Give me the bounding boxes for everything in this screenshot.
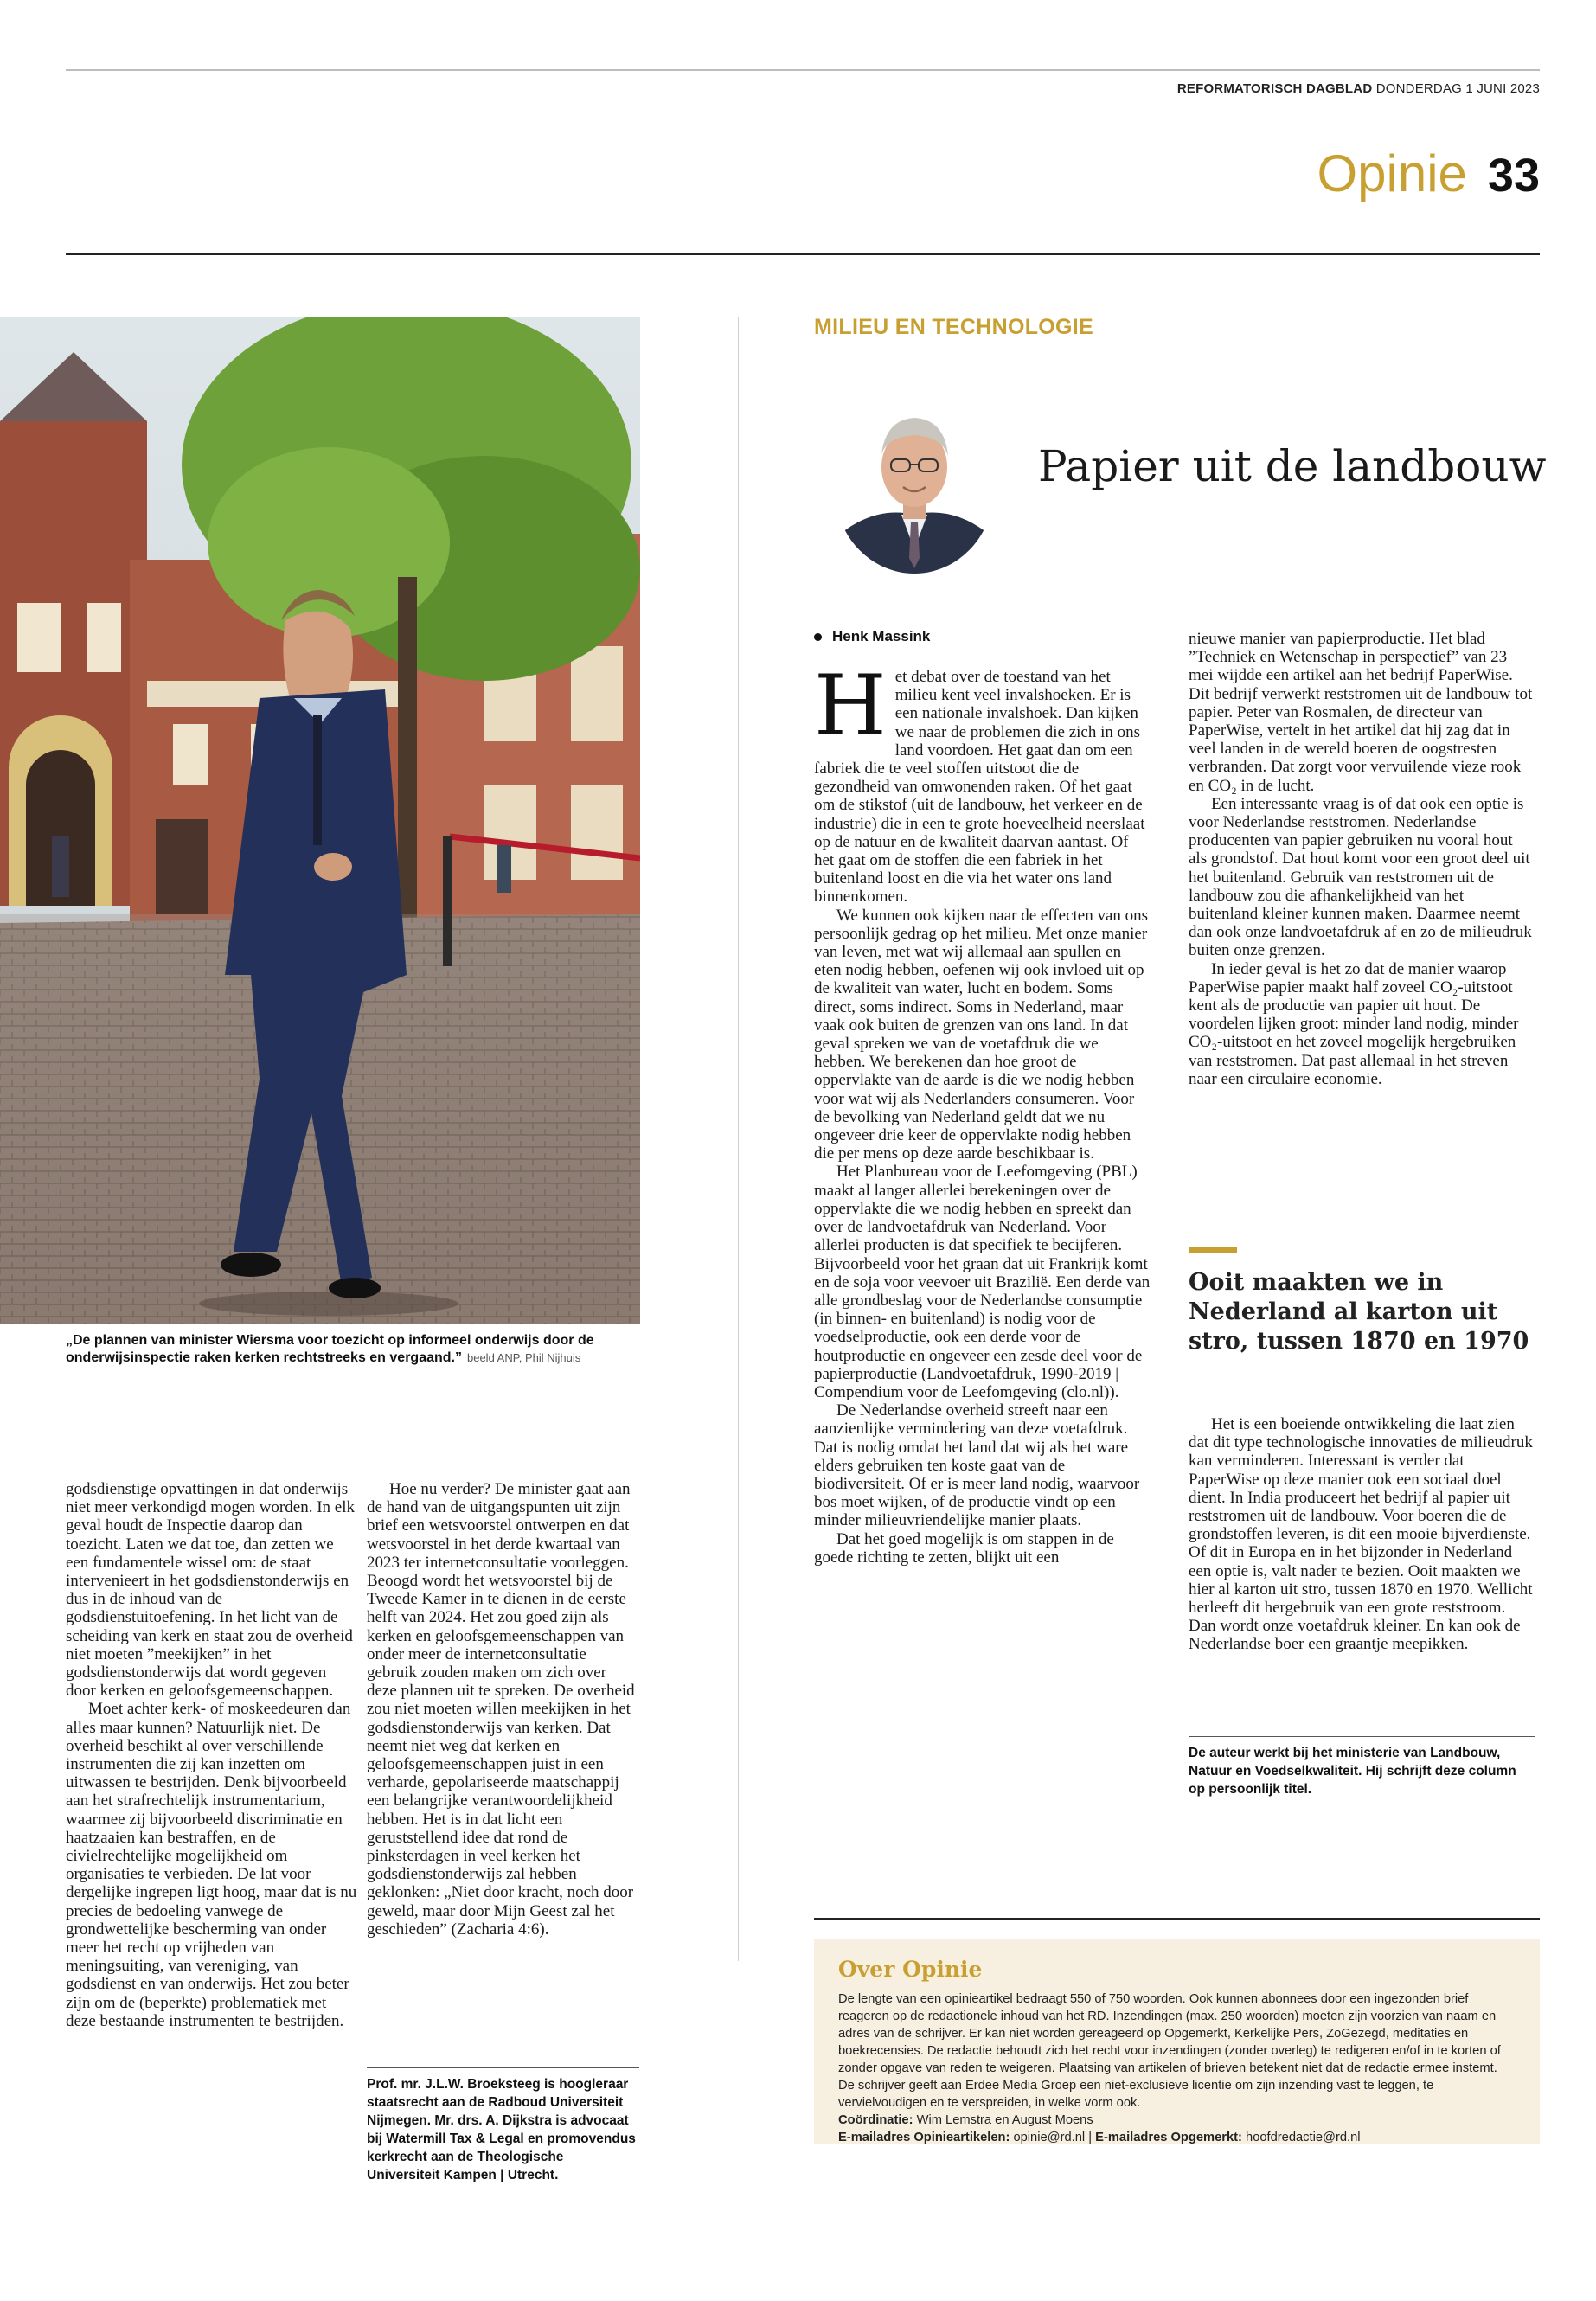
over-opinie-box: [814, 1939, 1540, 2144]
page-number: 33: [1487, 150, 1540, 202]
pull-quote: Ooit maakten we in Nederland al karton uit stro, tussen 1870 en 1970: [1189, 1269, 1529, 1355]
column-divider: [738, 317, 739, 1961]
paragraph: godsdienstige opvattingen in dat onderwijs niet meer verkondigd mogen worden. In elk geval houdt de Inspectie daarop dan toezicht. Laten we dat toe, dan zetten we een fundamentele wissel om: de staat intervenieert in het godsdienstonderwijs en dus in de inhoud van de godsdienstuitoefening. In het licht van de scheiding van kerk en staat zou de overheid niet moeten ”meekijken” in het godsdienstonderwijs dat wordt gegeven door kerken en geloofsgemeenschappen.: [66, 1480, 355, 1701]
photo-illustration: [0, 317, 640, 1324]
paragraph: Hoe nu verder? De minister gaat aan de hand van de uitgangspunten uit zijn brief een wetsvoorstel ontwerpen en dat wetsvoorstel in het derde kwartaal van 2023 ter internetconsultatie voorleggen. Beoogd wordt het wetsvoorstel bij de Tweede Kamer in te dienen in de eerste helft van 2024. Het zou goed zijn als kerken en geloofsgemeenschappen van onder meer de internetconsultatie gebruik zouden maken om zich over deze plannen uit te spreken. De overheid zou niet moeten willen meekijken in het godsdienstonderwijs van kerken. Dat neemt niet weg dat kerken en geloofsgemeenschappen juist in een verharde, gepolariseerde maatschappij een belangrijke verantwoordelijkheid hebben. Het is in dat licht een geruststellend idee dat rond de pinksterdagen in veel kerken het godsdienstonderwijs zal hebben geklonken: „Niet door kracht, noch door geweld, maar door Mijn Geest zal het geschieden” (Zacharia 4:6).: [367, 1480, 635, 1939]
left-article-column-2: [367, 1480, 639, 1939]
opening-paragraph: [814, 657, 1151, 907]
coordination-label: Coördinatie:: [838, 2113, 913, 2127]
paragraph: In ieder geval is het zo dat de manier waarop PaperWise papier maakt half zoveel CO₂-uitstoot kent als de productie van papier uit hout. De voordelen lijken groot: minder land nodig, minder CO₂-uitstoot en het zoveel mogelijk hergebruiken van reststromen. Dat past allemaal in het streven naar een circulaire economie.: [1189, 959, 1519, 1088]
coordination-names: Wim Lemstra en August Moens: [916, 2113, 1093, 2127]
photo-credit: beeld ANP, Phil Nijhuis: [466, 1351, 581, 1364]
paragraph: nieuwe manier van papierproductie. Het blad ”Techniek en Wetenschap in perspectief” van 23 mei wijdde een artikel aan het bedrijf PaperWise. Dit bedrijf verwerkt reststromen uit de landbouw tot papier. Peter van Rosmalen, de directeur van PaperWise, vertelt in het artikel dat hij zag dat in veel landen in de wereld boeren de oogstresten verbranden. Dat zorgt voor vervuilende vieze rook en CO₂ in de lucht.: [1189, 630, 1533, 795]
paragraph: We kunnen ook kijken naar de effecten van ons persoonlijk gedrag op het milieu. Met onze manier van leven, met wat wij allemaal aan spullen en eten nodig hebben, oefenen wij ook invloed uit op de kwaliteit van water, lucht en bodem. Soms direct, soms indirect. Soms in Nederland, maar vaak ook buiten de grenzen van ons land. In dat geval spreken we van de voetafdruk die we hebben. We berekenen dan hoe groot de oppervlakte van de aarde is die we nodig hebben voor wat wij als Nederlanders consumeren. Voor de bevolking van Nederland geldt dat we nu ongeveer drie keer de oppervlakte nodig hebben die per mens op deze aarde beschikbaar is.: [814, 906, 1149, 1163]
right-article-column-1: [814, 657, 1151, 1567]
header-rule: [66, 253, 1540, 255]
author-note: De auteur werkt bij het ministerie van Landbouw, Natuur en Voedselkwaliteit. Hij schrijft deze column op persoonlijk titel.: [1189, 1736, 1535, 1798]
author-line: [814, 628, 930, 645]
over-opinie-body: [838, 1990, 1514, 2146]
paper-name: REFORMATORISCH DAGBLAD: [1176, 81, 1373, 96]
author-name: Henk Massink: [832, 628, 931, 644]
separator: |: [1088, 2131, 1093, 2144]
masthead: [1177, 81, 1540, 96]
section-name: Opinie: [1317, 144, 1467, 202]
paragraph-text: et debat over de toestand van het milieu kent veel invalshoeken. Er is een nationale invalshoek. Dan kijken we naar de problemen die zich in ons land voordoen. Het gaat dan om een fabriek die te veel stoffen uitstoot die de gezondheid van omwonenden raken. Of het gaat om de stikstof (uit de landbouw, het verkeer en de industrie) die in een te grote hoeveelheid neerslaat op de natuur en de kwaliteit daarvan aantast. Of het gaat om de stoffen die een fabriek in het buitenland loost en die via het water ons land binnenkomen.: [814, 668, 1145, 907]
submission-rules: De lengte van een opinieartikel bedraagt 550 of 750 woorden. Ook kunnen abonnees door een ingezonden brief reageren op de redactionele inhoud van het RD. Inzendingen (max. 250 woorden) moeten zijn voorzien van naam en adres van de schrijver. Er kan niet worden gereageerd op Opgemerkt, Kerkelijke Pers, ZoGezegd, meditaties en boekrecensies. De redactie behoudt zich het recht voor inzendingen (zonder overleg) te redigeren en/of in te korten of zonder opgave van reden te weigeren. Plaatsing van artikelen of brieven betekent niet dat de redactie ermee instemt. De schrijver geeft aan Erdee Media Groep een niet-exclusieve licentie om zijn inzending vast te leggen, te vervielvoudigen en te verspreiden, in welke vorm ook.: [838, 1992, 1501, 2110]
paragraph: Het is een boeiende ontwikkeling die laat zien dat dit type technologische innovaties de milieudruk kan verminderen. Interessant is verder dat PaperWise op deze manier ook een sociaal doel dient. In India produceert het bedrijf al papier uit reststromen uit de landbouw. Voor boeren die de grondstoffen leveren, is dit een mooie bijverdienste. Of dit in Europa en in het bijzonder in Nederland een optie is, valt nader te bezien. Ooit maakten we hier al karton uit stro, tussen 1870 en 1970. Wellicht herleeft dit hergebruik van een grote reststroom. Dan wordt onze voetafdruk kleiner. En kan ook de Nederlandse boer een graantje meepikken.: [1189, 1415, 1533, 1654]
caption-text: „De plannen van minister Wiersma voor toezicht op informeel onderwijs door de onderwijsinspectie raken kerken rechtstreeks en vergaand.”: [66, 1333, 594, 1365]
article-kicker: MILIEU EN TECHNOLOGIE: [814, 315, 1093, 339]
left-article-byline: Prof. mr. J.L.W. Broeksteeg is hoogleraar staatsrecht aan de Radboud Universiteit Nijmegen. Mr. drs. A. Dijkstra is advocaat bij Watermill Tax & Legal en promovendus kerkrecht aan de Theologische Universiteit Kampen | Utrecht.: [367, 2067, 639, 2184]
paragraph: Een interessante vraag is of dat ook een optie is voor Nederlandse reststromen. Nederlandse producenten van papier gebruiken nu vooral hout als grondstof. Dat hout komt voor een groot deel uit het buitenland. Gebruik van reststromen uit de landbouw zou die afhankelijkheid van het buitenland kleiner kunnen maken. Daarmee neemt dan ook onze landvoetafdruk af en zo de milieudruk buiten onze grenzen.: [1189, 794, 1532, 960]
right-article-column-2-bottom: [1189, 1415, 1535, 1654]
info-box-rule: [814, 1918, 1540, 1920]
left-article-column-1: [66, 1480, 358, 2030]
email-opinion-link[interactable]: opinie@rd.nl: [1013, 2131, 1086, 2144]
portrait-illustration: [834, 385, 995, 574]
drop-cap: H: [814, 657, 887, 754]
paragraph: De Nederlandse overheid streeft naar een aanzienlijke vermindering van deze voetafdruk. Dat is nodig omdat het land dat wij als het ware elders gebruiken ten koste gaat van de biodiversiteit. Of er is meer land nodig, waarvoor bos moet wijken, of de productie vindt op een minder milieuvriendelijke manier plaats.: [814, 1401, 1140, 1530]
email-opgemerkt-link[interactable]: hoofdredactie@rd.nl: [1246, 2131, 1361, 2144]
top-rule: [66, 69, 1540, 71]
photo-caption: [66, 1332, 628, 1367]
right-article-column-2: [1189, 630, 1535, 1088]
article-headline: Papier uit de landbouw: [1038, 441, 1547, 491]
paragraph: Het Planbureau voor de Leefomgeving (PBL) maakt al langer allerlei berekeningen over de oppervlakte die we nodig hebben en spreekt dan over de landvoetafdruk van Nederland. Voor allerlei producten is dat specifiek te becijferen. Bijvoorbeeld voor het graan dat uit Frankrijk komt en de soja voor veevoer uit Brazilië. Een derde van alle grondbeslag voor de Nederlandse consumptie (in binnen- en buitenland) is nodig voor de voedselproductie, ook een derde voor de houtproductie en ongeveer een zesde deel voor de papierproductie (Landvoetafdruk, 1990-2019 | Compendium voor de Leefomgeving (clo.nl)).: [814, 1163, 1151, 1401]
author-portrait: [834, 385, 995, 574]
over-opinie-title: Over Opinie: [838, 1957, 983, 1982]
issue-date: DONDERDAG 1 JUNI 2023: [1375, 81, 1540, 96]
email-opinion-label: E-mailadres Opinieartikelen:: [838, 2131, 1010, 2144]
section-header: [1317, 144, 1540, 203]
quote-accent-bar: [1189, 1247, 1237, 1253]
bullet-icon: [814, 633, 822, 641]
email-opgemerkt-label: E-mailadres Opgemerkt:: [1095, 2131, 1242, 2144]
paragraph: Dat het goed mogelijk is om stappen in de goede richting te zetten, blijkt uit een: [814, 1529, 1114, 1567]
paragraph: Moet achter kerk- of moskeedeuren dan alles maar kunnen? Natuurlijk niet. De overheid beschikt al over verschillende instrumenten die zij kan inzetten om uitwassen te bestrijden. Denk bijvoorbeeld aan het strafrechtelijk instrumentarium, waarmee zij bijvoorbeeld discriminatie en haatzaaien kan bestraffen, en de civielrechtelijke mogelijkheid om organisaties te verbieden. De lat voor dergelijke ingrepen ligt hoog, maar dat is nu precies de bedoeling vanwege de grondwettelijke bescherming van onder meer het recht op vrijheden van meningsuiting, van vereniging, van godsdienst en van onderwijs. Het zou beter zijn om de (beperkte) problematiek met deze bestaande instrumenten te bestrijden.: [66, 1700, 357, 2030]
news-photo: [0, 317, 640, 1324]
